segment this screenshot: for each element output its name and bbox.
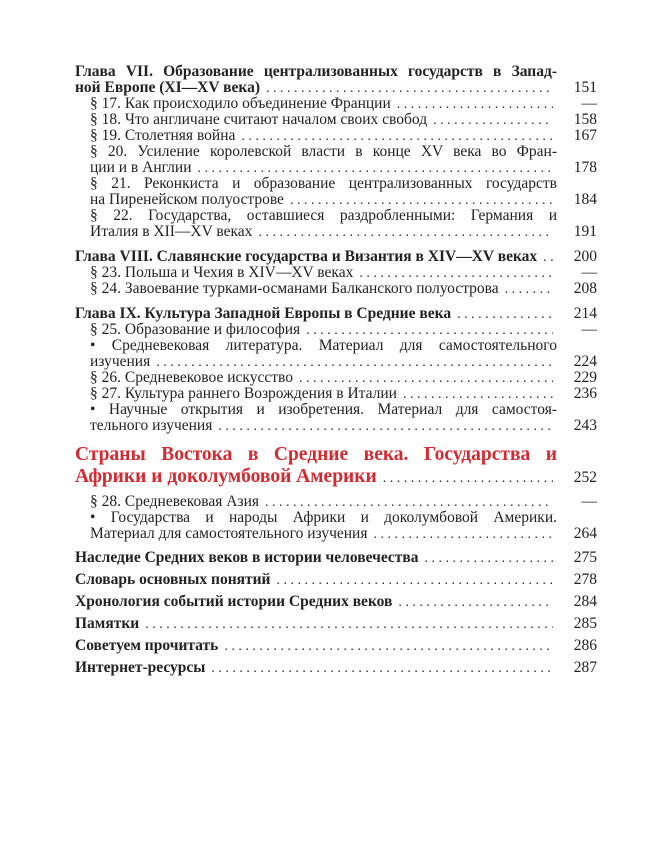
page-number: 214 — [573, 305, 597, 322]
toc-entry-last-line — [90, 322, 597, 338]
dot-leader — [211, 661, 553, 677]
toc-entry-last-line — [75, 594, 597, 610]
toc-entry-title: Наследие Средних веков в истории человечества — [75, 549, 419, 566]
toc-entry-title-line: § 22. Государства, оставшиеся раздробленными: Германия и — [90, 208, 557, 224]
toc-entry-title: Глава IX. Культура Западной Европы в Средние века — [75, 305, 452, 322]
page-number: — — [581, 95, 597, 112]
dot-leader — [258, 225, 553, 241]
dot-leader — [373, 527, 553, 543]
page-number: — — [581, 321, 597, 338]
toc-entry-chapter — [75, 64, 597, 96]
dot-leader — [265, 495, 553, 511]
toc-entry-title: § 17. Как происходило объединение Франции — [90, 95, 391, 112]
toc-entry-title-line: • Научные открытия и изобретения. Материал для самостоя- — [90, 402, 557, 418]
toc-entry-last-line — [75, 638, 597, 654]
dot-leader — [198, 161, 553, 177]
toc-entry-last-line — [75, 550, 597, 566]
toc-entry-section — [75, 128, 597, 144]
toc-entry-section — [75, 494, 597, 510]
toc-entry-section — [75, 510, 597, 542]
page-number: 224 — [573, 353, 597, 370]
dot-leader — [241, 129, 553, 145]
page-number: 284 — [573, 593, 597, 610]
toc-entry-section — [75, 281, 597, 297]
dot-leader — [433, 113, 553, 129]
toc-entry-title: § 19. Столетняя война — [90, 127, 236, 144]
toc-entry-section — [75, 322, 597, 338]
toc-entry-last-line — [90, 112, 597, 128]
page-number: 236 — [573, 385, 597, 402]
toc-entry-chapter — [75, 249, 597, 265]
toc-entry-title-line: § 20. Усиление королевской власти в конце XV века во Фран- — [90, 144, 557, 160]
page-number: 151 — [573, 79, 597, 96]
toc-entry-section — [75, 144, 597, 176]
page-number: 208 — [573, 280, 597, 297]
toc-entry-title: на Пиренейском полуострове — [90, 191, 284, 208]
page-number: 184 — [573, 191, 597, 208]
toc-entry-last-line — [90, 96, 597, 112]
toc-entry-bottom — [75, 638, 597, 654]
toc-entry-bottom — [75, 594, 597, 610]
toc-entry-last-line — [90, 192, 597, 208]
toc-entry-title: § 23. Польша и Чехия в XIV—XV веках — [90, 264, 354, 281]
toc-entry-title: тельного изучения — [90, 417, 213, 434]
toc-entry-last-line — [90, 494, 597, 510]
toc-entry-title-line: • Средневековая литература. Материал для самостоятельного — [90, 338, 557, 354]
page-number: 264 — [573, 525, 597, 542]
toc-entry-section — [75, 112, 597, 128]
dot-leader — [306, 323, 553, 339]
toc-entry-last-line — [75, 572, 597, 588]
toc-entry-title: Интернет-ресурсы — [75, 659, 206, 676]
toc-entry-title: ной Европе (XI—XV века) — [75, 79, 260, 96]
page-number: 275 — [573, 549, 597, 566]
toc-entry-section — [75, 176, 597, 208]
page-number: 243 — [573, 417, 597, 434]
toc-entry-title: Хронология событий истории Средних веков — [75, 593, 393, 610]
page-number: 287 — [573, 659, 597, 676]
toc-entry-last-line — [75, 80, 597, 96]
page-number: 158 — [573, 111, 597, 128]
dot-leader — [403, 387, 553, 403]
dot-leader — [145, 617, 553, 633]
toc-entry-title: Италия в XII—XV веках — [90, 223, 253, 240]
toc-entry-title: Африки и доколумбовой Америки — [75, 466, 377, 487]
toc-entry-title: § 25. Образование и философия — [90, 321, 301, 338]
toc-entry-title: § 28. Средневековая Азия — [90, 493, 260, 510]
toc-entry-title: § 24. Завоевание турками-османами Балканского полуострова — [90, 280, 499, 297]
toc-entry-chapter — [75, 306, 597, 322]
toc-entry-last-line — [90, 160, 597, 176]
toc-entry-title: Материал для самостоятельного изучения — [90, 525, 368, 542]
page-number: 252 — [573, 469, 597, 486]
toc-entry-last-line — [75, 249, 597, 265]
toc-entry-last-line — [75, 616, 597, 632]
toc-entry-last-line — [90, 526, 597, 542]
page-number: — — [581, 493, 597, 510]
dot-leader — [457, 307, 553, 323]
toc-entry-title: § 18. Что англичане считают началом своих свобод — [90, 111, 428, 128]
toc-entry-last-line — [90, 354, 597, 370]
toc-entry-section — [75, 96, 597, 112]
page-number: 200 — [573, 248, 597, 265]
toc-entry-section — [75, 265, 597, 281]
toc-entry-section — [75, 386, 597, 402]
toc-entry-title: Советуем прочитать — [75, 637, 219, 654]
toc-entry-title-line: Страны Востока в Средние века. Государства и — [75, 444, 557, 465]
toc-entry-last-line — [75, 306, 597, 322]
page-number: 286 — [573, 637, 597, 654]
dot-leader — [224, 639, 553, 655]
page-number: 167 — [573, 127, 597, 144]
toc-entry-bottom — [75, 616, 597, 632]
page-number: 191 — [573, 223, 597, 240]
dot-leader — [290, 193, 553, 209]
toc-entry-title: Словарь основных понятий — [75, 571, 271, 588]
toc-entry-title: § 27. Культура раннего Возрождения в Италии — [90, 385, 397, 402]
toc-entry-bottom — [75, 660, 597, 676]
toc-entry-last-line — [90, 265, 597, 281]
toc-entry-section — [75, 338, 597, 370]
toc-entry-bottom — [75, 550, 597, 566]
page-number: 229 — [573, 369, 597, 386]
toc-entry-title: Глава VIII. Славянские государства и Византия в XIV—XV веках — [75, 248, 538, 265]
toc-entry-title-line: Глава VII. Образование централизованных государств в Запад- — [75, 64, 557, 80]
toc-entry-last-line — [90, 370, 597, 386]
dot-leader — [505, 282, 553, 298]
toc-entry-section — [75, 370, 597, 386]
toc-entry-title-line: • Государства и народы Африки и доколумбовой Америки. — [90, 510, 557, 526]
toc-entry-title: изучения — [90, 353, 151, 370]
page-number: — — [581, 264, 597, 281]
toc-entry-bottom — [75, 572, 597, 588]
dot-leader — [425, 551, 553, 567]
table-of-contents — [75, 64, 597, 676]
dot-leader — [398, 595, 553, 611]
toc-entry-title: ции и в Англии — [90, 159, 192, 176]
toc-entry-title-line: § 21. Реконкиста и образование централизованных государств — [90, 176, 557, 192]
toc-entry-red — [75, 444, 597, 488]
toc-entry-section — [75, 402, 597, 434]
dot-leader — [218, 419, 553, 435]
toc-entry-last-line — [90, 128, 597, 144]
toc-entry-last-line — [75, 466, 597, 488]
page-number: 178 — [573, 159, 597, 176]
toc-entry-title: § 26. Средневековое искусство — [90, 369, 293, 386]
toc-entry-last-line — [75, 660, 597, 676]
toc-entry-last-line — [90, 224, 597, 240]
dot-leader — [543, 250, 553, 266]
toc-entry-last-line — [90, 281, 597, 297]
dot-leader — [383, 468, 553, 490]
toc-entry-section — [75, 208, 597, 240]
dot-leader — [277, 573, 554, 589]
page-number: 285 — [573, 615, 597, 632]
page-number: 278 — [573, 571, 597, 588]
toc-entry-last-line — [90, 418, 597, 434]
toc-entry-title: Памятки — [75, 615, 140, 632]
toc-entry-last-line — [90, 386, 597, 402]
